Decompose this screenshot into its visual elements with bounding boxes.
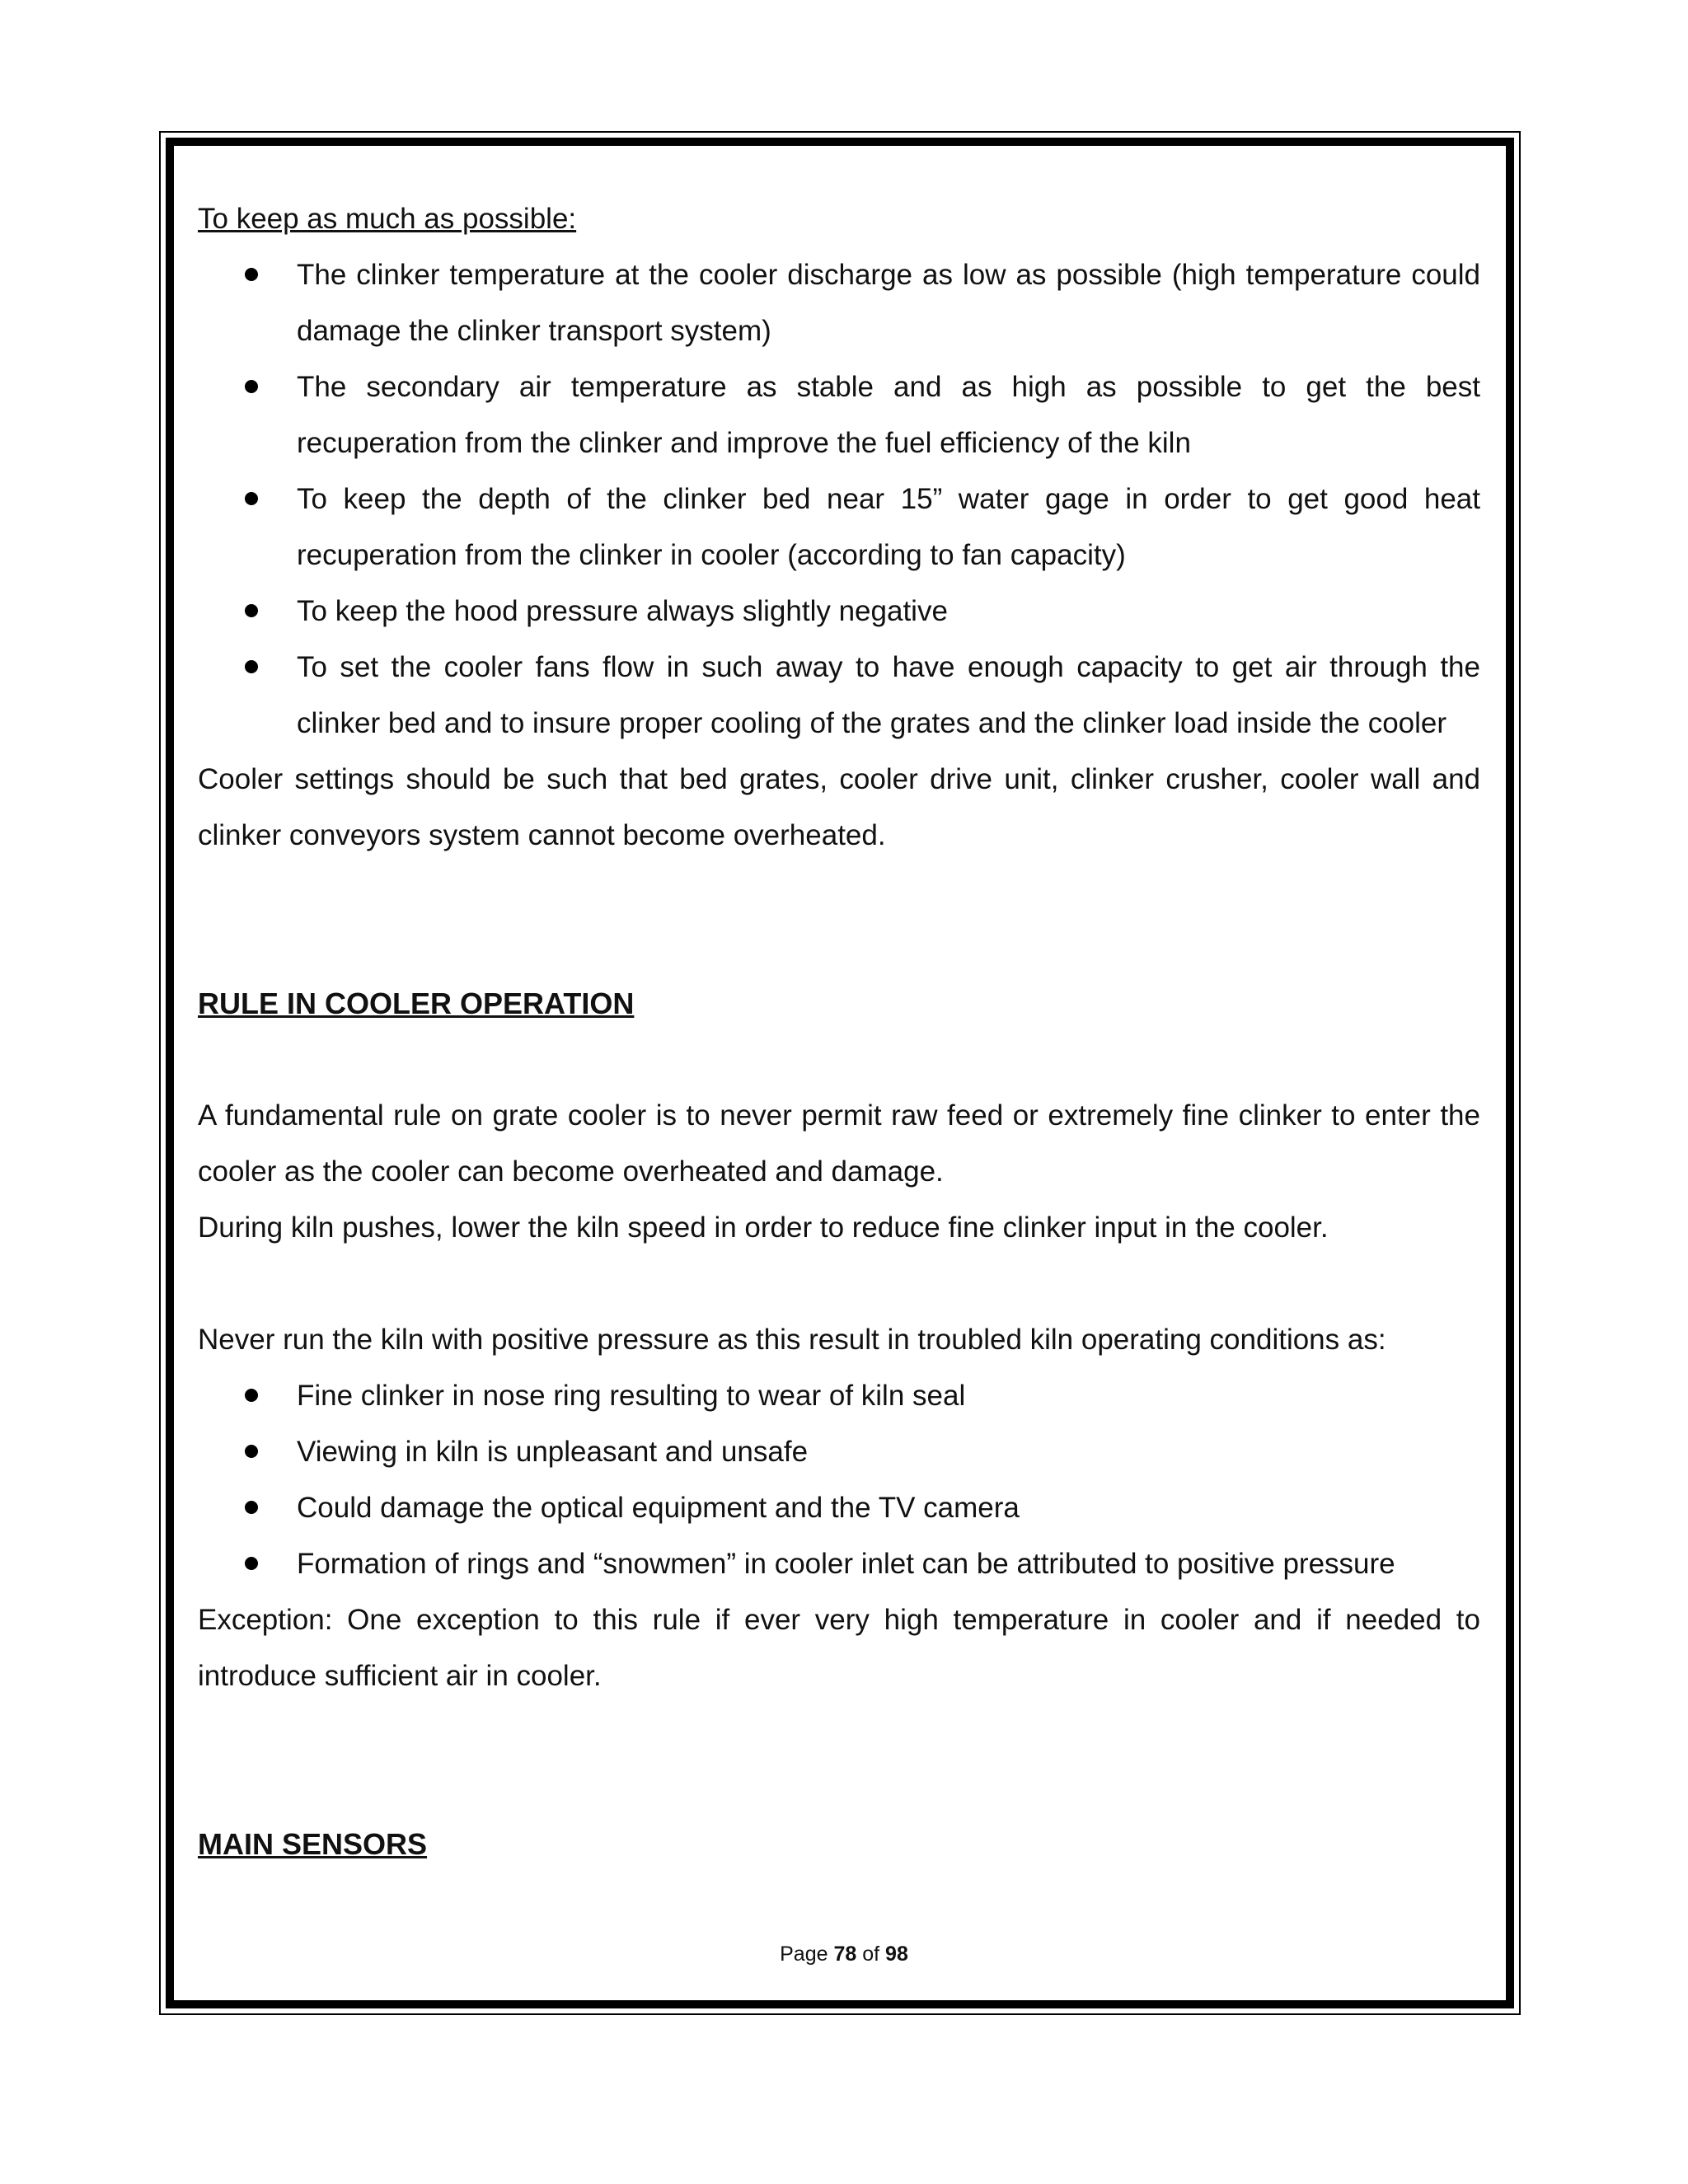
list-item: Could damage the optical equipment and the TV camera — [198, 1480, 1480, 1536]
list-item: The secondary air temperature as stable and as high as possible to get the best recuperation from the clinker and improve the fuel efficiency of the kiln — [198, 359, 1480, 471]
bullet-icon — [245, 492, 258, 505]
intro-bullet-list — [198, 247, 1480, 752]
list-item: Formation of rings and “snowmen” in cooler inlet can be attributed to positive pressure — [198, 1536, 1480, 1592]
intro-lead: To keep as much as possible: — [198, 203, 577, 235]
bullet-icon — [245, 604, 258, 617]
bullet-icon — [245, 1557, 258, 1570]
rule-paragraph-1: A fundamental rule on grate cooler is to never permit raw feed or extremely fine clinker to enter the cooler as the cooler can become overheated and damage. — [198, 1099, 1480, 1188]
bullet-icon — [245, 268, 258, 281]
rule-paragraph-2: During kiln pushes, lower the kiln speed in order to reduce fine clinker input in the cooler. — [198, 1212, 1329, 1244]
bullet-icon — [245, 1389, 258, 1402]
list-item: To keep the depth of the clinker bed near 15” water gage in order to get good heat recuperation from the clinker in cooler (according to fan capacity) — [198, 471, 1480, 583]
page-content — [198, 191, 1480, 1872]
rule-paragraph-3: Never run the kiln with positive pressure as this result in troubled kiln operating conditions as: — [198, 1324, 1386, 1356]
bullet-icon — [245, 1501, 258, 1514]
bullet-icon — [245, 660, 258, 673]
list-item: Viewing in kiln is unpleasant and unsafe — [198, 1424, 1480, 1480]
rule-section-heading: RULE IN COOLER OPERATION — [198, 987, 635, 1020]
current-page: 78 — [833, 1943, 857, 1966]
list-item: To keep the hood pressure always slightly negative — [198, 583, 1480, 640]
total-pages: 98 — [885, 1943, 908, 1966]
bullet-icon — [245, 380, 258, 393]
page-number: Page 78 of 98 — [780, 1943, 908, 1966]
rule-bullet-list — [198, 1368, 1480, 1592]
list-item: The clinker temperature at the cooler discharge as low as possible (high temperature could damage the clinker transport system) — [198, 247, 1480, 359]
sensors-section-heading: MAIN SENSORS — [198, 1827, 428, 1861]
intro-closing-paragraph: Cooler settings should be such that bed grates, cooler drive unit, clinker crusher, cooler wall and clinker conveyors system cannot become overheated. — [198, 763, 1480, 851]
bullet-icon — [245, 1445, 258, 1458]
list-item: To set the cooler fans flow in such away to have enough capacity to get air through the clinker bed and to insure proper cooling of the grates and the clinker load inside the cooler — [198, 640, 1480, 752]
exception-paragraph: Exception: One exception to this rule if ever very high temperature in cooler and if needed to introduce sufficient air in cooler. — [198, 1604, 1480, 1692]
list-item: Fine clinker in nose ring resulting to wear of kiln seal — [198, 1368, 1480, 1424]
